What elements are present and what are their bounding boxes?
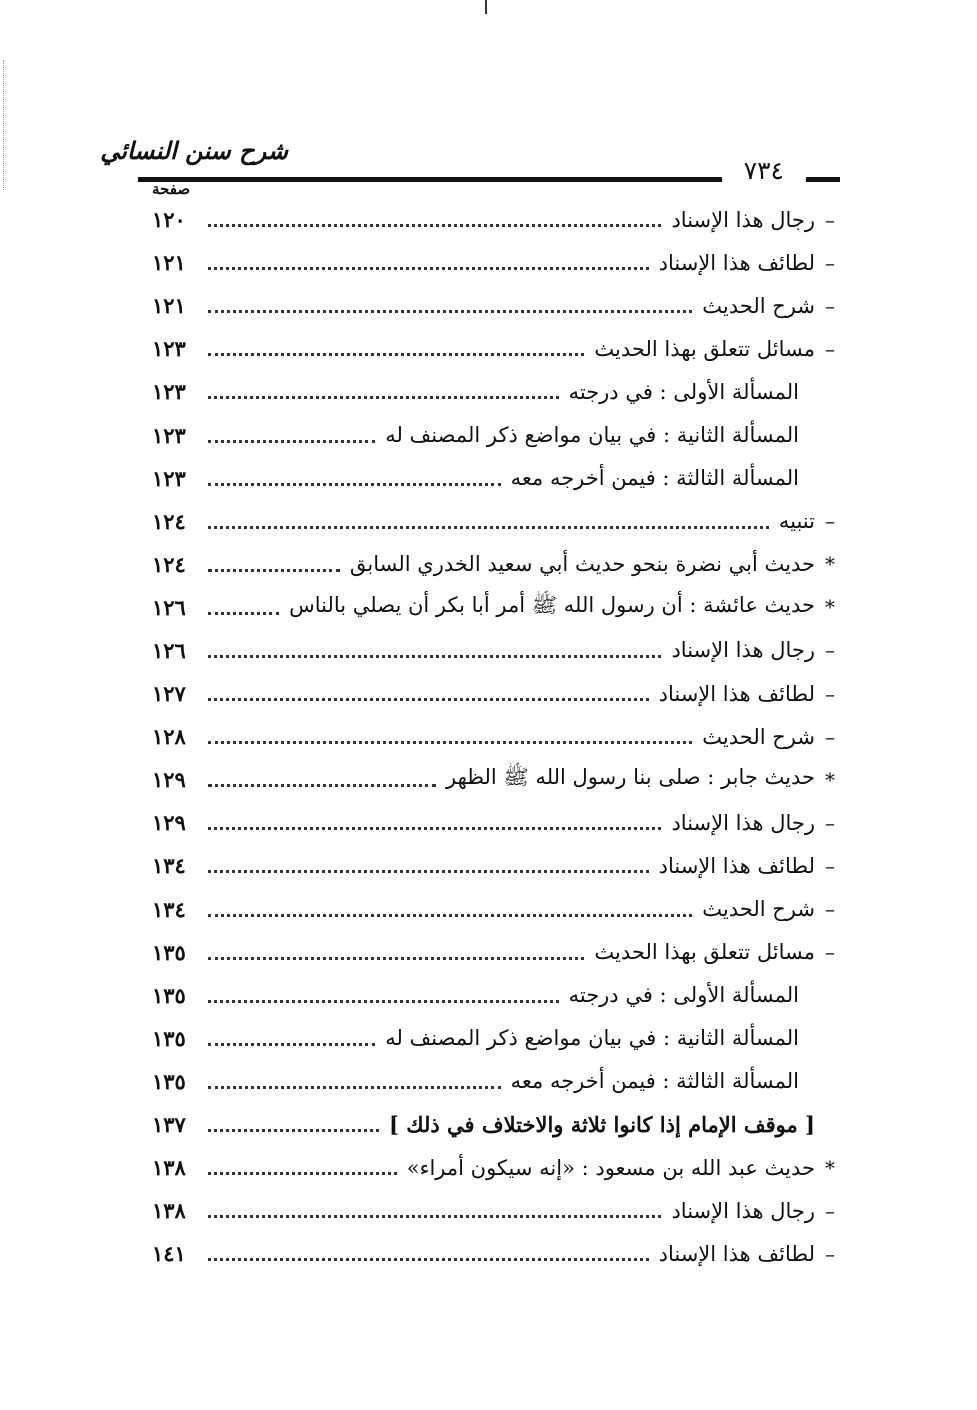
dot-leader: [208, 310, 692, 313]
toc-entry-page: ١٣٨: [152, 1198, 186, 1224]
toc-entry: [152, 1146, 835, 1189]
header-rule-short: [806, 177, 840, 182]
dot-leader: [208, 870, 649, 873]
asterisk-marker: *: [825, 1155, 835, 1180]
toc-entry: [152, 931, 835, 974]
dot-leader: [208, 655, 661, 658]
dot-leader: [208, 1215, 661, 1218]
toc-entry: [152, 1232, 835, 1275]
dot-leader: [208, 741, 692, 744]
dot-leader: [208, 440, 375, 443]
toc-entry: [152, 1017, 835, 1060]
toc-entry: [152, 413, 835, 456]
dash-marker: –: [825, 810, 835, 835]
dot-leader: [208, 267, 649, 270]
toc-entry-title: شرح الحديث: [702, 724, 815, 749]
toc-entry-title: لطائف هذا الإسناد: [658, 1241, 815, 1266]
toc-entry-page: ١٢١: [152, 293, 186, 319]
toc-entry-page: ١٢٩: [152, 767, 186, 793]
toc-entry: [152, 974, 835, 1017]
dash-marker: –: [825, 207, 835, 232]
toc-entry-title: رجال هذا الإسناد: [671, 638, 815, 663]
toc-entry-page: ١٤١: [152, 1241, 186, 1267]
toc-entry-page: ١٣٥: [152, 1068, 186, 1094]
toc-entry-page: ١٣٧: [152, 1112, 186, 1138]
dash-marker: –: [825, 509, 835, 534]
toc-entry: [152, 586, 835, 629]
toc-entry-page: ١٢٨: [152, 724, 186, 750]
toc-entry: [152, 457, 835, 500]
toc-entry-page: ١٢٣: [152, 336, 186, 362]
toc-entry: [152, 284, 835, 327]
toc-entry-title: رجال هذا الإسناد: [671, 207, 815, 232]
toc-entry-title: المسألة الثانية : في بيان مواضع ذكر المصنف له: [385, 423, 799, 448]
header-rule: [138, 177, 722, 182]
toc-entry: [152, 241, 835, 284]
toc-entry-title: تنبيه: [778, 509, 815, 534]
book-title: شرح سنن النسائي: [100, 136, 288, 165]
toc-entry-title: شرح الحديث: [702, 293, 815, 318]
toc-entry-title: شرح الحديث: [702, 897, 815, 922]
toc-entry: [152, 715, 835, 758]
dot-leader: [208, 698, 649, 701]
toc-entry-page: ١٣٥: [152, 982, 186, 1008]
toc-entry-title: المسألة الأولى : في درجته: [568, 983, 799, 1008]
dot-leader: [208, 1129, 379, 1132]
toc-entry-page: ١٢١: [152, 250, 186, 276]
dot-leader: [208, 1043, 375, 1046]
dot-leader: [208, 483, 501, 486]
toc-entry: [152, 672, 835, 715]
dash-marker: –: [825, 638, 835, 663]
toc-entry-page: ١٢٠: [152, 207, 186, 233]
toc-entry-title: مسائل تتعلق بهذا الحديث: [594, 940, 815, 965]
scan-edge-mark: [3, 60, 5, 190]
dot-leader: [208, 1086, 501, 1089]
toc-entry-title: رجال هذا الإسناد: [671, 810, 815, 835]
dash-marker: –: [825, 250, 835, 275]
dot-leader: [208, 224, 661, 227]
toc-entry: [152, 1060, 835, 1103]
dash-marker: –: [825, 681, 835, 706]
toc-entry-page: ١٣٤: [152, 896, 186, 922]
toc-entry: [152, 198, 835, 241]
toc-entry-title: المسألة الأولى : في درجته: [568, 379, 799, 404]
page-header: [100, 136, 840, 198]
asterisk-marker: *: [825, 595, 835, 620]
toc-entry: [152, 758, 835, 801]
toc-entry: [152, 888, 835, 931]
toc-entry-title: لطائف هذا الإسناد: [658, 250, 815, 275]
toc-entry: [152, 370, 835, 413]
toc-entry-title: المسألة الثالثة : فيمن أخرجه معه: [510, 1069, 799, 1094]
toc-entry: [152, 500, 835, 543]
toc-entry-page: ١٢٤: [152, 508, 186, 534]
toc-entry-page: ١٣٨: [152, 1155, 186, 1181]
toc-entry-title: المسألة الثالثة : فيمن أخرجه معه: [510, 466, 799, 491]
toc-entry-title: لطائف هذا الإسناد: [658, 853, 815, 878]
toc-entry-title: حديث جابر : صلى بنا رسول الله ﷺ الظهر: [445, 765, 815, 790]
dash-marker: –: [825, 853, 835, 878]
toc-entry-page: ١٢٣: [152, 379, 186, 405]
dash-marker: –: [825, 336, 835, 361]
dot-leader: [208, 957, 584, 960]
toc-entry-page: ١٣٤: [152, 853, 186, 879]
toc-entry-page: ١٢٧: [152, 681, 186, 707]
page-column-label: صفحة: [152, 180, 191, 198]
toc-entry-page: ١٢٩: [152, 810, 186, 836]
toc-entry-page: ١٣٥: [152, 939, 186, 965]
dot-leader: [208, 1000, 559, 1003]
dot-leader: [208, 569, 340, 572]
dash-marker: –: [825, 293, 835, 318]
dot-leader: [208, 827, 661, 830]
page-number: ٧٣٤: [743, 156, 784, 185]
toc-entry: [152, 1103, 835, 1146]
toc-entry: [152, 844, 835, 887]
toc-entry-page: ١٢٤: [152, 551, 186, 577]
toc-entry-page: ١٢٦: [152, 594, 186, 620]
dash-marker: –: [825, 1241, 835, 1266]
toc-entry-page: ١٢٦: [152, 637, 186, 663]
dash-marker: –: [825, 1198, 835, 1223]
toc-entry: [152, 629, 835, 672]
dot-leader: [208, 396, 559, 399]
toc-entry-page: ١٢٣: [152, 465, 186, 491]
dot-leader: [208, 784, 436, 787]
toc-entry-title: المسألة الثانية : في بيان مواضع ذكر المصنف له: [385, 1026, 799, 1051]
dot-leader: [208, 914, 692, 917]
dot-leader: [208, 1172, 397, 1175]
dash-marker: –: [825, 724, 835, 749]
crop-mark: [485, 0, 487, 14]
toc-entry: [152, 1189, 835, 1232]
toc-entry-title: حديث عائشة : أن رسول الله ﷺ أمر أبا بكر أن يصلي بالناس: [289, 592, 815, 617]
table-of-contents: [152, 198, 835, 1275]
asterisk-marker: *: [825, 552, 835, 577]
dot-leader: [208, 612, 279, 615]
dash-marker: –: [825, 897, 835, 922]
toc-entry-title: لطائف هذا الإسناد: [658, 681, 815, 706]
dot-leader: [208, 526, 769, 529]
toc-entry: [152, 801, 835, 844]
toc-entry-title: [ موقف الإمام إذا كانوا ثلاثة والاختلاف في ذلك ]: [389, 1112, 815, 1138]
asterisk-marker: *: [825, 767, 835, 792]
toc-entry-page: ١٣٥: [152, 1025, 186, 1051]
toc-entry-page: ١٢٣: [152, 422, 186, 448]
dot-leader: [208, 353, 584, 356]
toc-entry-title: مسائل تتعلق بهذا الحديث: [594, 336, 815, 361]
toc-entry: [152, 543, 835, 586]
toc-entry-title: حديث عبد الله بن مسعود : «إنه سيكون أمراء»: [406, 1155, 815, 1180]
dash-marker: –: [825, 940, 835, 965]
dot-leader: [208, 1258, 649, 1261]
toc-entry-title: رجال هذا الإسناد: [671, 1198, 815, 1223]
toc-entry-title: حديث أبي نضرة بنحو حديث أبي سعيد الخدري السابق: [349, 552, 815, 577]
toc-entry: [152, 327, 835, 370]
